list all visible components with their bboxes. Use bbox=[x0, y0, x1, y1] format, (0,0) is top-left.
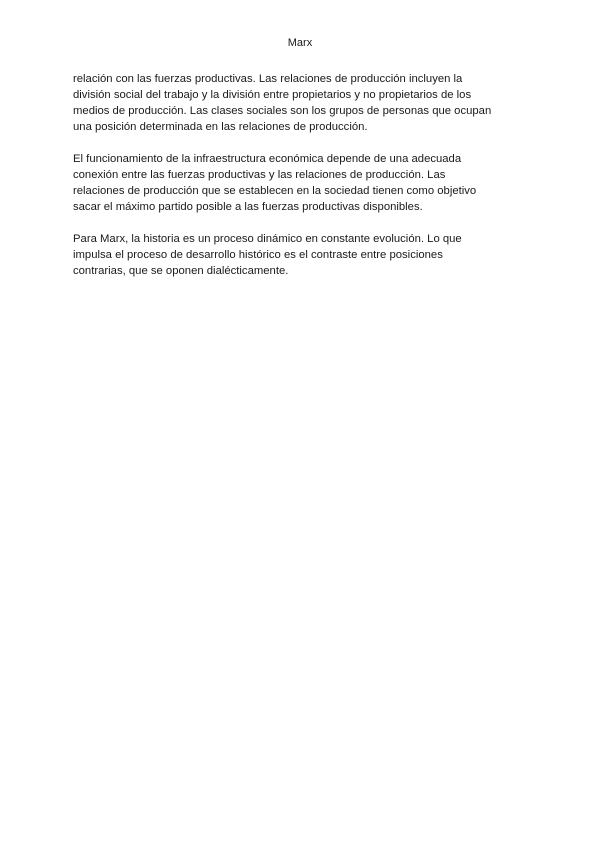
text-line: impulsa el proceso de desarrollo histórico es el contraste entre posiciones bbox=[73, 249, 443, 261]
text-line: sacar el máximo partido posible a las fuerzas productivas disponibles. bbox=[73, 201, 423, 213]
paragraph-3 bbox=[73, 231, 533, 279]
text-line: El funcionamiento de la infraestructura económica depende de una adecuada bbox=[73, 153, 462, 165]
running-header-title: Marx bbox=[287, 37, 313, 49]
text-line: división social del trabajo y la división entre propietarios y no propietarios de los bbox=[73, 89, 472, 101]
text-line: contrarias, que se oponen dialécticamente. bbox=[73, 265, 289, 277]
text-line: relación con las fuerzas productivas. Las relaciones de producción incluyen la bbox=[73, 73, 463, 85]
text-line: una posición determinada en las relaciones de producción. bbox=[73, 121, 368, 133]
paragraph-2 bbox=[73, 151, 533, 215]
text-line: relaciones de producción que se establecen en la sociedad tienen como objetivo bbox=[73, 185, 477, 197]
paragraph-1 bbox=[73, 71, 533, 135]
text-line: medios de producción. Las clases sociales son los grupos de personas que ocupan bbox=[73, 105, 492, 117]
text-line: conexión entre las fuerzas productivas y las relaciones de producción. Las bbox=[73, 169, 446, 181]
body-text bbox=[73, 71, 533, 295]
text-line: Para Marx, la historia es un proceso dinámico en constante evolución. Lo que bbox=[73, 233, 462, 245]
